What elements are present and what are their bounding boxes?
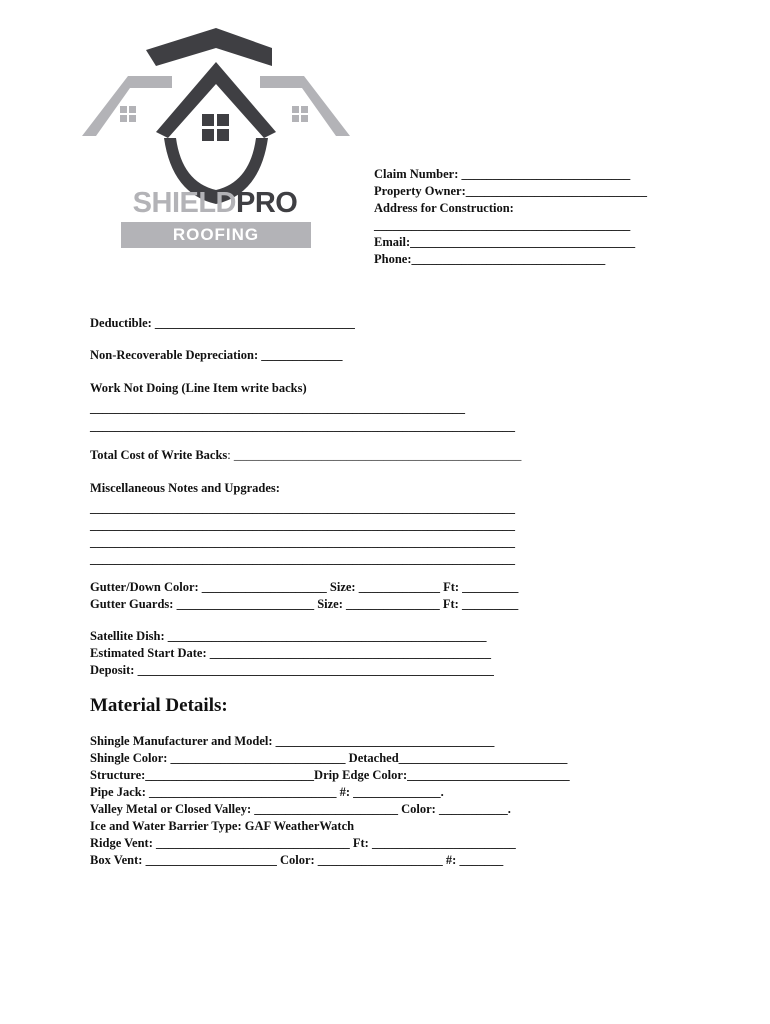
misc-notes-line[interactable]: ____________________________________________________________________ [90, 501, 515, 515]
satellite-dish-field[interactable]: Satellite Dish: ___________________________________________________ [90, 629, 487, 643]
gutter-guards-field[interactable]: Gutter Guards: ______________________ Size: _______________ Ft: _________ [90, 597, 519, 611]
address-field[interactable]: _________________________________________ [374, 218, 631, 232]
brand-name: SHIELDPRO [132, 187, 298, 219]
misc-notes-line[interactable]: ____________________________________________________________________ [90, 535, 515, 549]
write-back-line[interactable]: ____________________________________________________________ [90, 401, 465, 415]
misc-notes-line[interactable]: ____________________________________________________________________ [90, 518, 515, 532]
total-cost-label: Total Cost of Write Backs [90, 448, 228, 462]
misc-notes-line[interactable]: ____________________________________________________________________ [90, 552, 515, 566]
total-cost-write-backs-field[interactable] [90, 447, 521, 463]
deductible-field[interactable]: Deductible: ________________________________ [90, 316, 355, 330]
email-field[interactable]: Email:____________________________________ [374, 235, 636, 249]
brand-subtitle: ROOFING [121, 222, 311, 248]
ridge-vent-field[interactable]: Ridge Vent: _______________________________ Ft: _______________________ [90, 836, 516, 850]
company-logo [80, 26, 352, 258]
pipe-jack-field[interactable]: Pipe Jack: ______________________________ #: ______________. [90, 785, 444, 799]
shingle-color-field[interactable]: Shingle Color: ____________________________ Detached___________________________ [90, 751, 568, 765]
structure-field[interactable]: Structure:___________________________Drip Edge Color:__________________________ [90, 768, 570, 782]
ice-water-barrier-field: Ice and Water Barrier Type: GAF WeatherWatch [90, 819, 355, 833]
property-owner-field[interactable]: Property Owner:_____________________________ [374, 184, 648, 198]
deposit-field[interactable]: Deposit: _________________________________________________________ [90, 663, 494, 677]
material-details-title: Material Details: [90, 695, 228, 716]
valley-metal-field[interactable]: Valley Metal or Closed Valley: _______________________ Color: ___________. [90, 802, 511, 816]
non-recoverable-depreciation-field[interactable]: Non-Recoverable Depreciation: _____________ [90, 348, 343, 362]
shingle-manufacturer-field[interactable]: Shingle Manufacturer and Model: ___________________________________ [90, 734, 495, 748]
write-back-line[interactable]: ____________________________________________________________________ [90, 419, 515, 433]
total-cost-line[interactable]: : ______________________________________________ [227, 448, 522, 462]
box-vent-field[interactable]: Box Vent: _____________________ Color: ____________________ #: _______ [90, 853, 504, 867]
address-label: Address for Construction: [374, 201, 514, 215]
claim-number-field[interactable]: Claim Number: ___________________________ [374, 167, 631, 181]
phone-field[interactable]: Phone:_______________________________ [374, 252, 606, 266]
misc-notes-label: Miscellaneous Notes and Upgrades: [90, 481, 280, 495]
work-not-doing-label: Work Not Doing (Line Item write backs) [90, 381, 307, 395]
gutter-color-field[interactable]: Gutter/Down Color: ____________________ Size: _____________ Ft: _________ [90, 580, 519, 594]
estimated-start-date-field[interactable]: Estimated Start Date: _____________________________________________ [90, 646, 492, 660]
